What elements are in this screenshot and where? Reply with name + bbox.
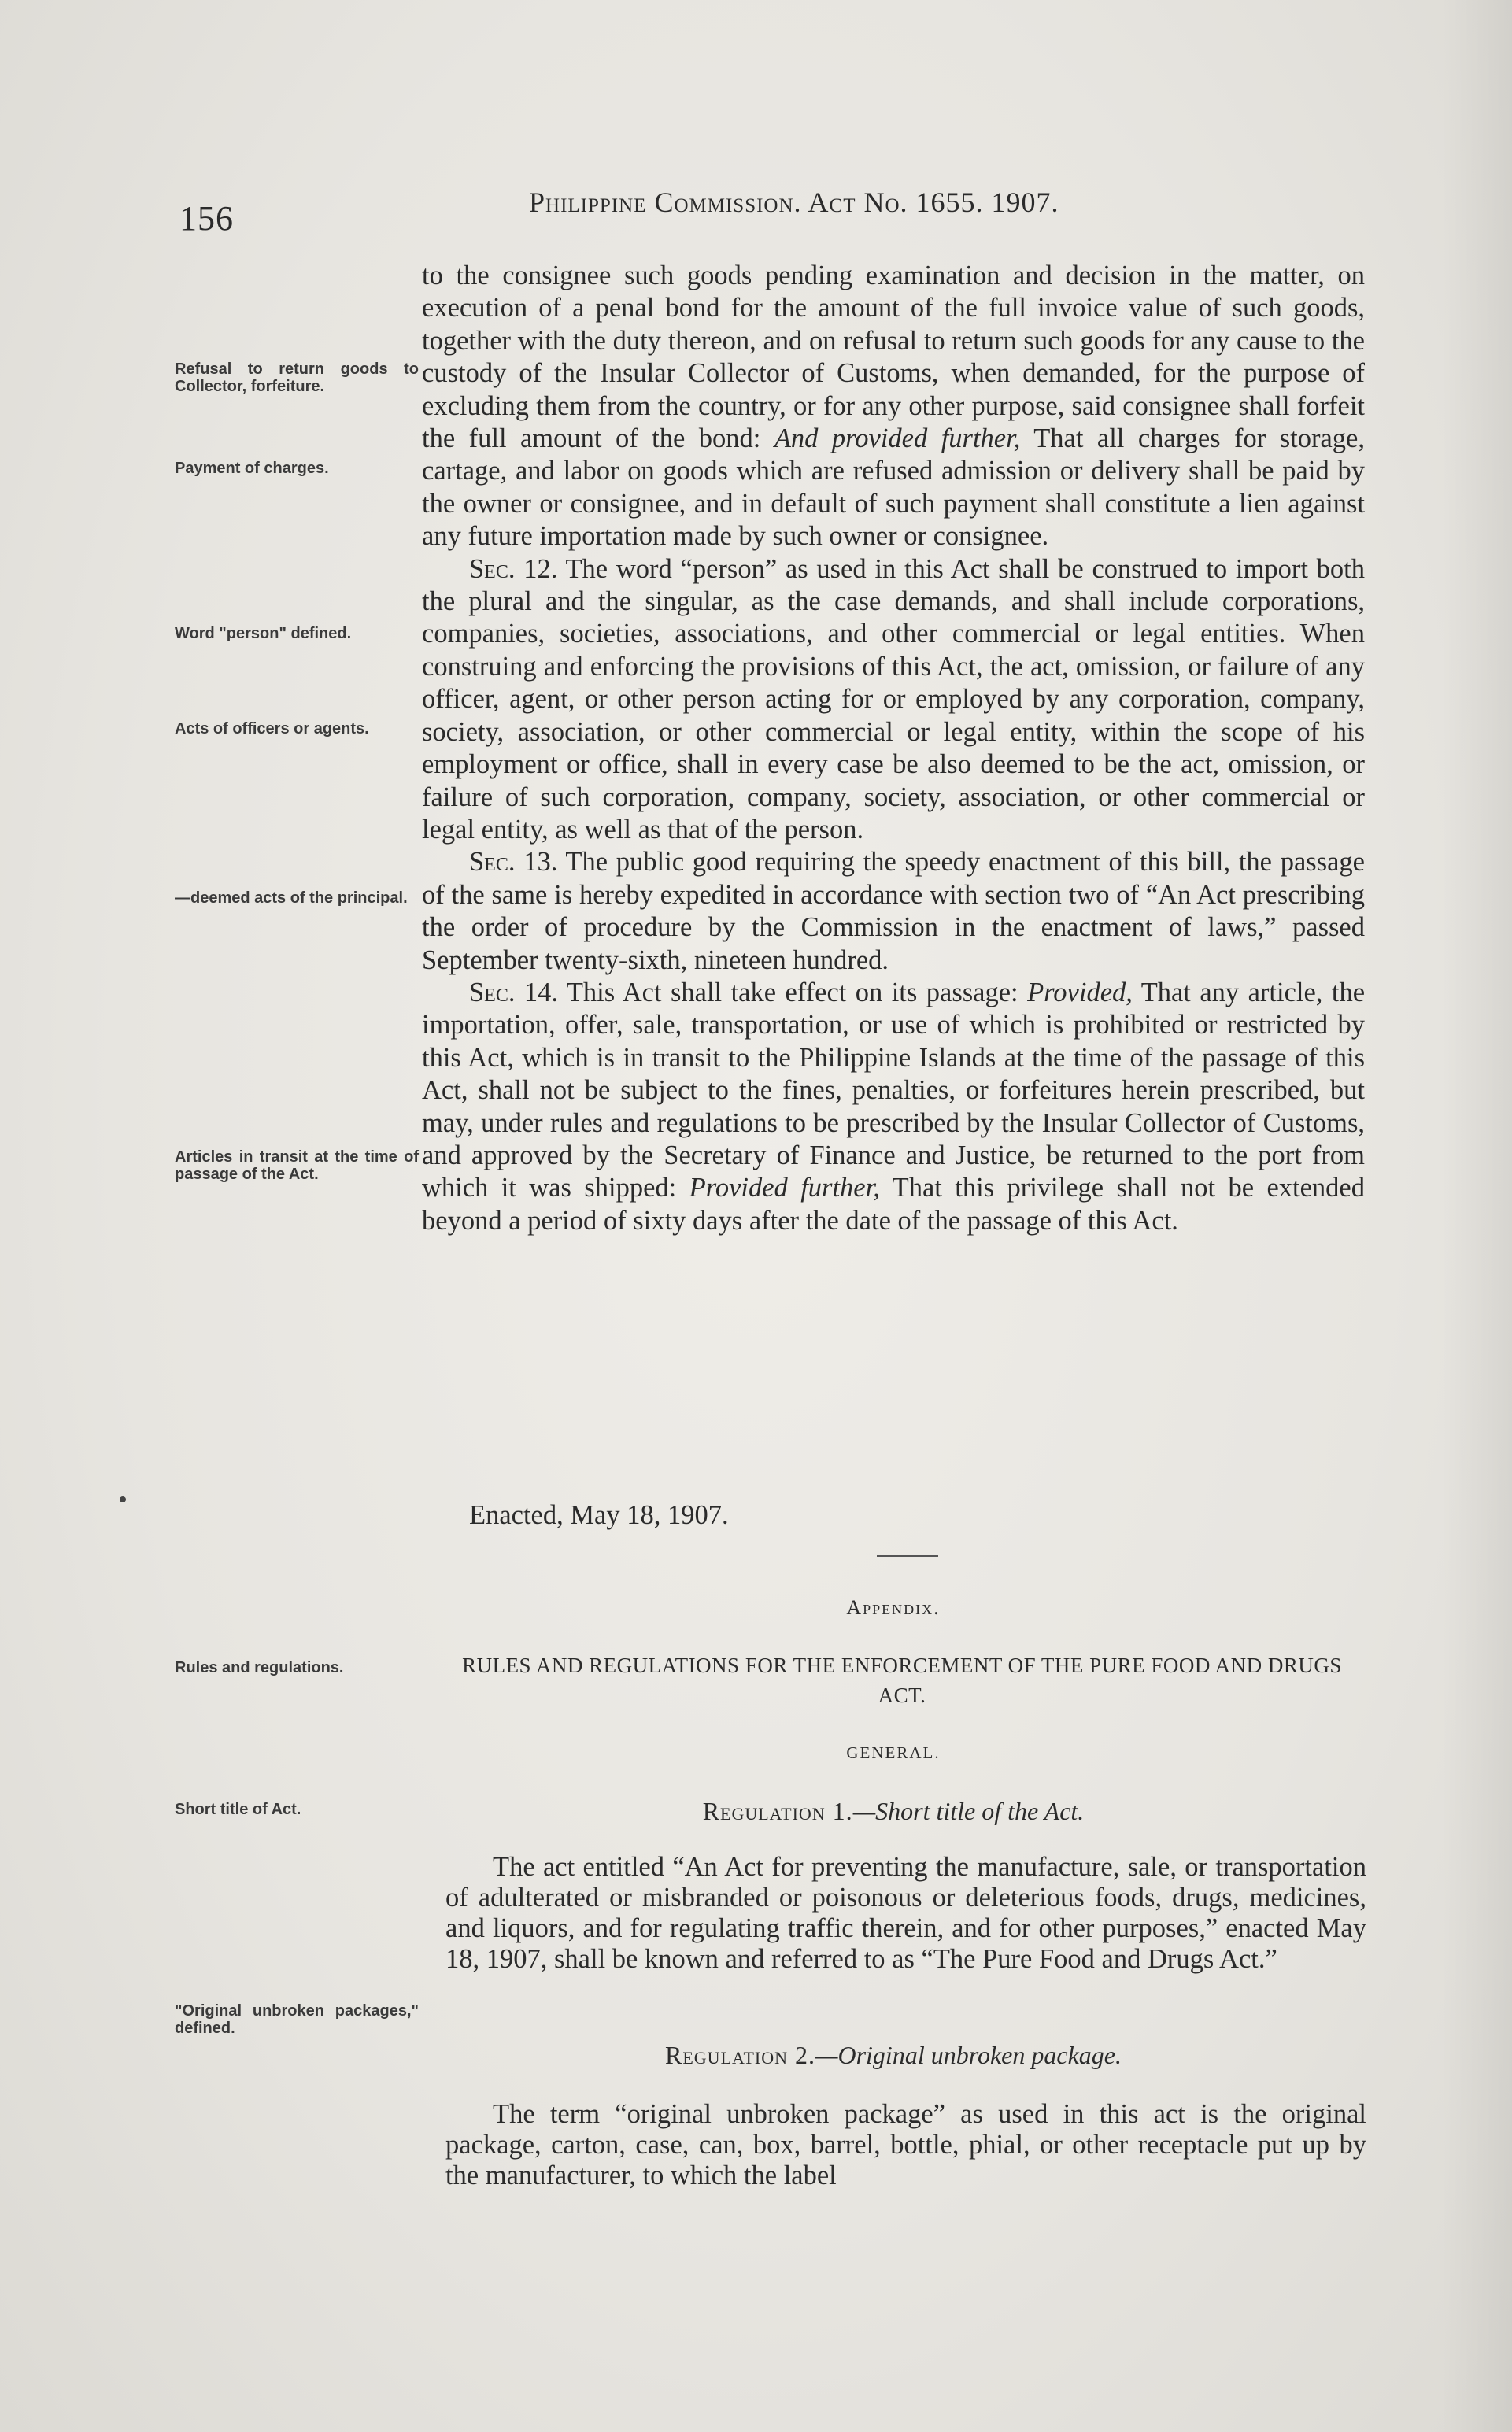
sec12-label: Sec. 12. — [469, 553, 558, 584]
sec13-label: Sec. 13. — [469, 847, 558, 878]
general-heading: GENERAL. — [846, 1743, 941, 1762]
sec14-italic-2: Provided further, — [689, 1173, 880, 1203]
act-body — [422, 260, 1365, 1237]
continuation-italic: And provided further, — [774, 423, 1021, 454]
reg2-label: Regulation 2. — [665, 2041, 816, 2069]
margin-note-word-person: Word "person" defined. — [175, 625, 352, 642]
sec14-text-1: This Act shall take effect on its passage: — [558, 977, 1028, 1007]
section-12 — [422, 553, 1365, 847]
enacted-line: Enacted, May 18, 1907. — [469, 1500, 729, 1530]
margin-note-articles-transit: Articles in transit at the time of passage of the Act. — [175, 1148, 419, 1183]
regulation-2-heading — [422, 2041, 1365, 2070]
sec14-text-3: That this privilege shall not be extended beyond a period of sixty days after the date of the passage of this Act. — [422, 1173, 1365, 1236]
reg2-title: —Original unbroken package. — [815, 2041, 1122, 2069]
margin-note-acts-officers: Acts of officers or agents. — [175, 720, 369, 737]
regulation-1-heading — [422, 1797, 1365, 1826]
sec14-italic-1: Provided, — [1027, 977, 1133, 1007]
appendix-title: RULES AND REGULATIONS FOR THE ENFORCEMENT OF THE PURE FOOD AND DRUGS ACT. — [462, 1654, 1342, 1707]
running-header: Philippine Commission. Act No. 1655. 1907. — [529, 187, 1059, 218]
reg1-title: —Short title of the Act. — [852, 1797, 1085, 1825]
sec12-text: The word “person” as used in this Act shall be construed to import both the plural and the singular, as the case demands, and shall include corporations, companies, societies, associations, and other commercial or legal entities. When construing and enforcing the provisions of this Act, the act, omission, or failure of any officer, agent, or other person acting for or employed by any corporation, company, society, association, or other commercial or legal entity, within the scope of his employment or office, shall in every case be also deemed to be the act, omission, or failure of such corporation, company, society, association, or other commercial or legal entity, as well as that of the person. — [422, 553, 1365, 845]
page-number: 156 — [179, 199, 234, 238]
margin-note-payment: Payment of charges. — [175, 460, 329, 477]
margin-note-deemed-acts: —deemed acts of the principal. — [175, 889, 408, 907]
regulation-2-text: The term “original unbroken package” as used in this act is the original package, carton, case, can, box, barrel, bottle, phial, or other receptacle put up by the manufacturer, to which the label — [445, 2099, 1366, 2190]
continuation-text-2: That all charges for storage, cartage, and labor on goods which are refused admission or delivery shall be paid by the owner or consignee, and in default of such payment shall constitute a lien against any future importation made by such owner or consignee. — [422, 423, 1365, 552]
margin-note-short-title: Short title of Act. — [175, 1801, 301, 1818]
appendix-heading: Appendix. — [846, 1596, 941, 1619]
margin-note-refusal: Refusal to return goods to Collector, forfeiture. — [175, 360, 419, 395]
scan-speck — [120, 1496, 126, 1502]
margin-note-rules: Rules and regulations. — [175, 1659, 344, 1676]
reg1-label: Regulation 1. — [702, 1797, 853, 1825]
margin-note-original-unbroken: "Original unbroken packages," defined. — [175, 2002, 419, 2037]
section-13 — [422, 846, 1365, 977]
sec14-text-2: That any article, the importation, offer, sale, transportation, or use of which is prohibited or restricted by this Act, which is in transit to the Philippine Islands at the time of the passage of this Act, shall not be subject to the fines, penalties, or forfeitures herein prescribed, but may, under rules and regulations to be prescribed by the Insular Collector of Customs, and approved by the Secretary of Finance and Justice, be returned to the port from which it was shipped: — [422, 977, 1366, 1203]
divider-rule — [877, 1555, 938, 1557]
sec13-text: The public good requiring the speedy enactment of this bill, the passage of the same is hereby expedited in accordance with section two of “An Act prescribing the order of procedure by the Commission in the enactment of laws,” passed September twenty-sixth, nineteen hundred. — [422, 847, 1365, 975]
sec14-label: Sec. 14. — [469, 977, 559, 1007]
continuation-paragraph — [422, 260, 1365, 553]
continuation-text-1: to the consignee such goods pending examination and decision in the matter, on execution of a penal bond for the amount of the full invoice value of such goods, together with the duty thereon, and on refusal to return such goods for any cause to the custody of the Insular Collector of Customs, when demanded, for the purpose of excluding them from the country, or for any other purpose, said consignee shall forfeit the full amount of the bond: — [422, 261, 1365, 454]
section-14 — [422, 977, 1365, 1237]
regulation-1-text: The act entitled “An Act for preventing the manufacture, sale, or transportation of adulterated or misbranded or poisonous or deleterious foods, drugs, medicines, and liquors, and for regulating traffic therein, and for other purposes,” enacted May 18, 1907, shall be known and referred to as “The Pure Food and Drugs Act.” — [445, 1852, 1366, 1974]
